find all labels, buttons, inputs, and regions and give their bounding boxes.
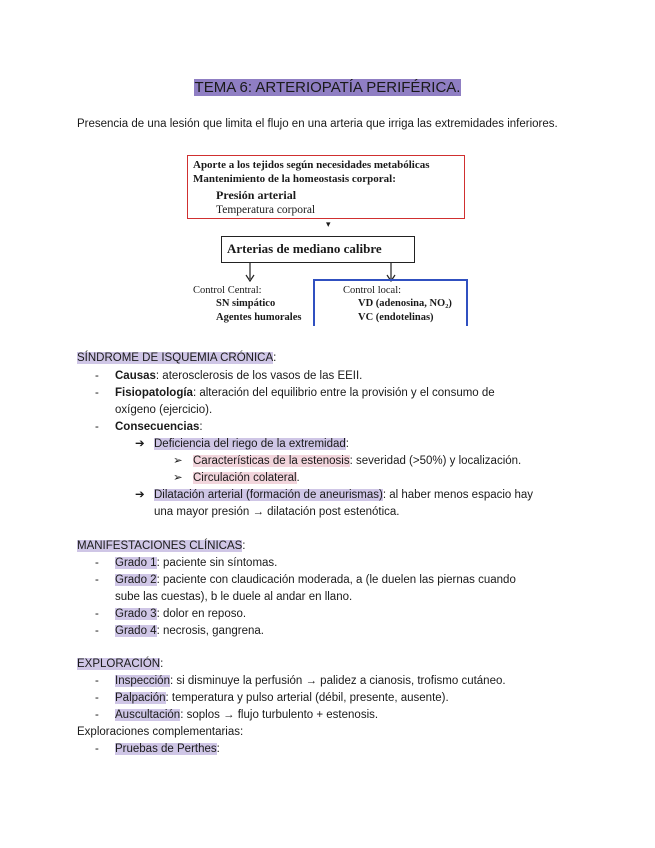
bullet-dash: - <box>95 574 99 586</box>
arrow-bullet-icon: ➔ <box>135 438 145 450</box>
diagram-top-item1: Presión arterial <box>216 188 297 202</box>
arrow-bullet-icon: ➔ <box>135 489 145 501</box>
list-item-fisiopatologia: Fisiopatología: alteración del equilibrio entre la provisión y el consumo de <box>115 387 495 399</box>
exploraciones-complementarias: Exploraciones complementarias: <box>77 726 244 738</box>
list-item-circulacion: Circulación colateral. <box>193 472 300 484</box>
list-item-grado-4: Grado 4: necrosis, gangrena. <box>115 625 264 637</box>
section-heading-isquemia: SÍNDROME DE ISQUEMIA CRÓNICA: <box>77 352 277 364</box>
diagram-middle-label: Arterias de mediano calibre <box>227 241 382 256</box>
list-item-grado-3: Grado 3: dolor en reposo. <box>115 608 247 620</box>
diagram-right-title: Control local: <box>343 285 402 296</box>
bullet-dash: - <box>95 675 99 687</box>
bullet-dash: - <box>95 709 99 721</box>
list-item-palpacion: Palpación: temperatura y pulso arterial (débil, presente, ausente). <box>115 692 449 704</box>
diagram-divider-left <box>313 280 315 326</box>
diagram-right-item1: VD (adenosina, NO₂) <box>358 298 452 309</box>
bullet-dash: - <box>95 608 99 620</box>
list-item-dilatacion-cont: una mayor presión → dilatación post estenótica. <box>154 506 400 518</box>
section-heading-manifestaciones: MANIFESTACIONES CLÍNICAS: <box>77 540 246 552</box>
page-title: TEMA 6: ARTERIOPATÍA PERIFÉRICA. <box>194 79 461 96</box>
diagram-top-line2: Mantenimiento de la homeostasis corporal: <box>193 173 396 185</box>
list-item-causas: Causas: aterosclerosis de los vasos de las EEII. <box>115 370 363 382</box>
intro-paragraph: Presencia de una lesión que limita el flujo en una arteria que irriga las extremidades inferiores. <box>77 118 558 130</box>
bullet-dash: - <box>95 421 99 433</box>
title-wrap <box>0 78 655 98</box>
diagram-left-title: Control Central: <box>193 285 262 296</box>
diagram-top-item2: Temperatura corporal <box>216 204 316 216</box>
regulation-diagram <box>183 152 470 329</box>
diagram-divider-top <box>313 279 466 281</box>
section-heading-exploracion: EXPLORACIÓN: <box>77 658 164 670</box>
list-item-fisiopatologia-cont: oxígeno (ejercicio). <box>115 404 213 416</box>
diagram-right-item2: VC (endotelinas) <box>358 312 434 323</box>
diagram-left-item1: SN simpático <box>216 298 276 309</box>
diagram-divider-right <box>466 279 468 326</box>
diagram-down-arrow-top: ▾ <box>326 219 331 229</box>
list-item-inspeccion: Inspección: si disminuye la perfusión → palidez a cianosis, trofismo cutáneo. <box>115 675 506 687</box>
bullet-dash: - <box>95 387 99 399</box>
list-item-perthes: Pruebas de Perthes: <box>115 743 220 755</box>
sub-arrow-bullet-icon: ➢ <box>173 455 183 467</box>
bullet-dash: - <box>95 692 99 704</box>
bullet-dash: - <box>95 743 99 755</box>
diagram-top-line1: Aporte a los tejidos según necesidades metabólicas <box>193 159 430 171</box>
list-item-grado-1: Grado 1: paciente sin síntomas. <box>115 557 278 569</box>
list-item-deficiencia: Deficiencia del riego de la extremidad: <box>154 438 349 450</box>
list-item-auscultacion: Auscultación: soplos → flujo turbulento + estenosis. <box>115 709 379 721</box>
bullet-dash: - <box>95 625 99 637</box>
list-item-grado-2: Grado 2: paciente con claudicación moderada, a (le duelen las piernas cuando <box>115 574 516 586</box>
diagram-left-item2: Agentes humorales <box>216 312 302 323</box>
sub-arrow-bullet-icon: ➢ <box>173 472 183 484</box>
list-item-caracteristicas: Características de la estenosis: severidad (>50%) y localización. <box>193 455 522 467</box>
list-item-grado-2-cont: sube las cuestas), b le duele al andar en llano. <box>115 591 353 603</box>
bullet-dash: - <box>95 370 99 382</box>
list-item-consecuencias: Consecuencias: <box>115 421 203 433</box>
bullet-dash: - <box>95 557 99 569</box>
list-item-dilatacion: Dilatación arterial (formación de aneurismas): al haber menos espacio hay <box>154 489 534 501</box>
